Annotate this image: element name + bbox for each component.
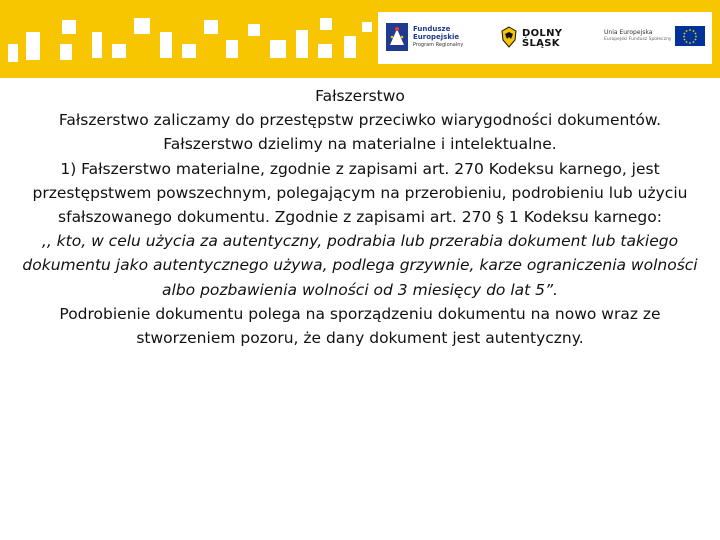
ds-line2: ŚLĄSK xyxy=(522,38,560,49)
fundusze-europejskie-icon xyxy=(386,23,408,51)
ue-line1: Unia Europejska xyxy=(604,29,653,36)
logo-strip xyxy=(378,12,712,64)
slide-content xyxy=(0,78,720,540)
decorative-square xyxy=(270,40,286,58)
decorative-square xyxy=(26,32,40,60)
paragraph-definition: Fałszerstwo zaliczamy do przestępstw przeciwko wiarygodności dokumentów. Fałszerstwo dzielimy na materialne i intelektualne. xyxy=(58,111,662,154)
dolny-slask-logo xyxy=(500,26,562,52)
paragraph-material-forgery: 1) Fałszerstwo materialne, zgodnie z zapisami art. 270 Kodeksu karnego, jest przestępstwem powszechnym, polegającym na przerobieniu, podrobieniu lub użyciu sfałszowanego dokumentu. Zgodnie z zapisami art. 270 § 1 Kodeksu karnego: xyxy=(32,159,688,227)
decorative-square xyxy=(8,44,18,62)
paragraph-counterfeiting: Podrobienie dokumentu polega na sporządzeniu dokumentu na nowo wraz ze stworzeniem pozoru, że dany dokument jest autentyczny. xyxy=(59,304,661,348)
decorative-square xyxy=(92,32,102,58)
decorative-square xyxy=(318,44,332,58)
decorative-square xyxy=(248,24,260,36)
decorative-square xyxy=(60,44,72,60)
eu-flag-icon xyxy=(675,26,705,46)
decorative-square xyxy=(344,36,356,58)
unia-europejska-logo xyxy=(604,26,705,46)
fe-line1: Fundusze xyxy=(413,25,451,33)
legal-quote: ,, kto, w celu użycia za autentyczny, podrabia lub przerabia dokument lub takiego dokumentu jako autentycznego używa, podlega grzywnie, karze ograniczenia wolności albo pozbawienia wolności od 3 miesięcy do lat 5”. xyxy=(22,232,698,299)
decorative-square xyxy=(182,44,196,58)
ue-line2: Europejski Fundusz Społeczny xyxy=(604,37,672,42)
decorative-square xyxy=(112,44,126,58)
decorative-square xyxy=(296,30,308,58)
eagle-emblem-icon xyxy=(500,26,518,52)
decorative-square xyxy=(134,18,150,34)
fundusze-europejskie-logo xyxy=(386,23,463,51)
slide-title: Fałszerstwo xyxy=(315,87,405,105)
text-body xyxy=(20,84,700,350)
decorative-square xyxy=(62,20,76,34)
decorative-square xyxy=(226,40,238,58)
header-banner xyxy=(0,0,720,78)
decorative-square xyxy=(320,18,332,30)
ds-line1: DOLNY xyxy=(522,28,563,39)
fe-line2: Europejskie xyxy=(413,33,460,41)
decorative-square xyxy=(160,32,172,58)
decorative-square xyxy=(204,20,218,34)
decorative-square xyxy=(362,22,372,32)
fe-line3: Program Regionalny xyxy=(413,42,464,48)
